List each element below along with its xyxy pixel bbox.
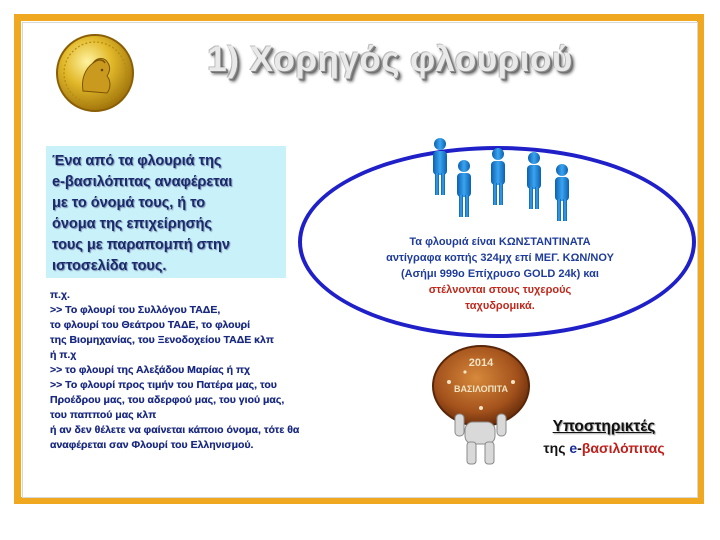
- oval-line-1: Τα φλουριά είναι ΚΩΝΣΤΑΝΤΙΝΑΤΑ: [409, 236, 591, 248]
- supporters-vasilopita: βασιλόπιτας: [581, 440, 665, 456]
- supporters-subtitle: [524, 440, 684, 456]
- supporters-dash: -: [577, 440, 582, 456]
- supporters-e: e: [569, 440, 578, 456]
- supporters-block: [524, 418, 684, 456]
- page-title: 1) Χορηγός φλουριού: [207, 40, 573, 79]
- people-icon: [420, 128, 580, 232]
- examples-text: π.χ. >> Το φλουρί του Συλλόγου ΤΑΔΕ, το φλουρί του Θεάτρου ΤΑΔΕ, το φλουρί της Βιομηχανίας, του Ξενοδοχείου ΤΑΔΕ κλπ ή π.χ >> το φλουρί της Αλεξάδου Μαρίας ή πχ >> Το φλουρί προς τιμήν του Πατέρα μας, του Προέδρου μας, του αδερφού μας, του γιού μας, του παππού μας κλπ ή αν δεν θέλετε να φαίνεται κάποιο όνομα, τότε θα αναφέρεται σαν Φλουρί του Ελληνισμού.: [50, 289, 300, 451]
- oval-line-5: ταχυδρομικά.: [465, 300, 535, 312]
- oval-line-2: αντίγραφα κοπής 324μχ επί ΜΕΓ. ΚΩΝ/ΝΟΥ: [386, 252, 614, 264]
- supporters-the: της: [543, 440, 566, 456]
- supporters-title: Υποστηρικτές: [552, 418, 656, 435]
- cake-year: 2014: [468, 357, 494, 369]
- vasilopita-cake-image: [425, 342, 535, 468]
- gold-coin-image: [55, 33, 135, 113]
- intro-box: [46, 146, 286, 278]
- intro-text: Ένα από τα φλουριά της e-βασιλόπιτας αναφέρεται με το όνομά τους, ή το όνομα της επιχείρησής τους με παραπομπή στην ιστοσελίδα τους.: [52, 153, 233, 274]
- cake-word: ΒΑΣΙΛΟΠΙΤΑ: [454, 384, 508, 394]
- oval-line-3: (Ασήμι 999ο Επίχρυσο GOLD 24k) και: [401, 268, 599, 280]
- oval-line-4: στέλνονται στους τυχερούς: [428, 284, 572, 296]
- oval-text: [320, 234, 680, 314]
